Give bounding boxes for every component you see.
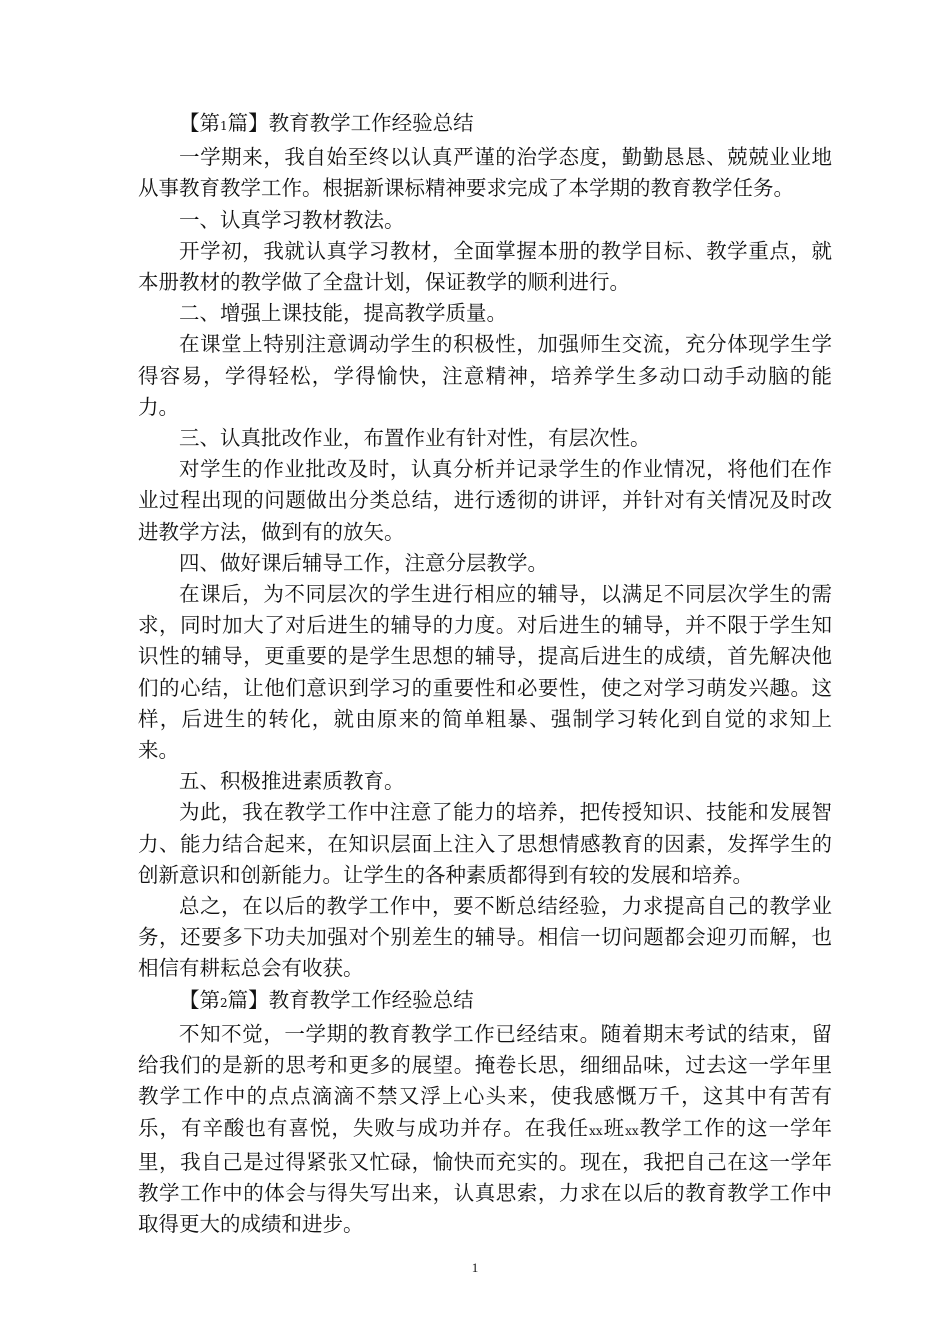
section-heading: 一、认真学习教材教法。 — [179, 207, 405, 232]
paragraph-text: 教学工作的这一学年里，我自己是过得紧张又忙碌，愉快而充实的。现在，我把自己在这一学年教学工作中的体会与得失写出来，认真思索，力求在以后的教育教学工作中取得更大的成绩和进步。 — [138, 1115, 833, 1237]
paragraph: 为此，我在教学工作中注意了能力的培养，把传授知识、技能和发展智力、能力结合起来，在知识层面上注入了思想情感教育的因素，发挥学生的创新意识和创新能力。让学生的各种素质都得到有较的发展和培养。 — [138, 800, 832, 887]
title-prefix: 【第 — [179, 987, 220, 1012]
paragraph: 对学生的作业批改及时，认真分析并记录学生的作业情况，将他们在作业过程出现的问题做出分类总结，进行透彻的讲评，并针对有关情况及时改进教学方法，做到有的放矢。 — [138, 457, 832, 544]
paragraph: 一学期来，我自始至终以认真严谨的治学态度，勤勤恳恳、兢兢业业地从事教育教学工作。根据新课标精神要求完成了本学期的教育教学任务。 — [138, 145, 832, 201]
title-suffix: 篇】教育教学工作经验总结 — [227, 111, 474, 135]
paragraph-text: 班 — [602, 1115, 626, 1140]
title-suffix: 篇】教育教学工作经验总结 — [227, 987, 474, 1012]
section-heading: 五、积极推进素质教育。 — [179, 769, 405, 794]
document-body — [138, 108, 832, 1240]
page-number: 1 — [471, 1260, 479, 1275]
paragraph — [138, 1019, 832, 1240]
article-2-title — [138, 985, 832, 1019]
title-number: 2 — [220, 995, 228, 1010]
paragraph: 在课后，为不同层次的学生进行相应的辅导，以满足不同层次学生的需求，同时加大了对后进生的辅导的力度。对后进生的辅导，并不限于学生知识性的辅导，更重要的是学生思想的辅导，提高后进生的成绩，首先解决他们的心结，让他们意识到学习的重要性和必要性，使之对学习萌发兴趣。这样，后进生的转化，就由原来的简单粗暴、强制学习转化到自觉的求知上来。 — [138, 582, 832, 763]
paragraph: 在课堂上特别注意调动学生的积极性，加强师生交流，充分体现学生学得容易，学得轻松，学得愉快，注意精神，培养学生多动口动手动脑的能力。 — [138, 332, 832, 419]
section-heading: 四、做好课后辅导工作，注意分层教学。 — [179, 550, 548, 575]
placeholder-xx: xx — [589, 1123, 603, 1138]
paragraph: 总之，在以后的教学工作中，要不断总结经验，力求提高自己的教学业务，还要多下功夫加强对个别差生的辅导。相信一切问题都会迎刃而解，也相信有耕耘总会有收获。 — [138, 894, 832, 981]
section-heading: 三、认真批改作业，布置作业有针对性，有层次性。 — [179, 426, 651, 451]
paragraph: 开学初，我就认真学习教材，全面掌握本册的教学目标、教学重点，就本册教材的教学做了全盘计划，保证教学的顺利进行。 — [138, 238, 832, 295]
article-1-title — [138, 108, 832, 142]
title-number: 1 — [220, 119, 228, 133]
title-prefix: 【第 — [179, 111, 220, 135]
paragraph-text: 不知不觉，一学期的教育教学工作已经结束。随着期末考试的结束，留给我们的是新的思考和更多的展望。掩卷长思，细细品味，过去这一学年里教学工作中的点点滴滴不禁又浮上心头来，使我感慨万千，这其中有苦有乐，有辛酸也有喜悦，失败与成功并存。在我任 — [138, 1021, 832, 1140]
section-heading: 二、增强上课技能，提高教学质量。 — [179, 301, 507, 326]
placeholder-xx: xx — [625, 1123, 639, 1138]
